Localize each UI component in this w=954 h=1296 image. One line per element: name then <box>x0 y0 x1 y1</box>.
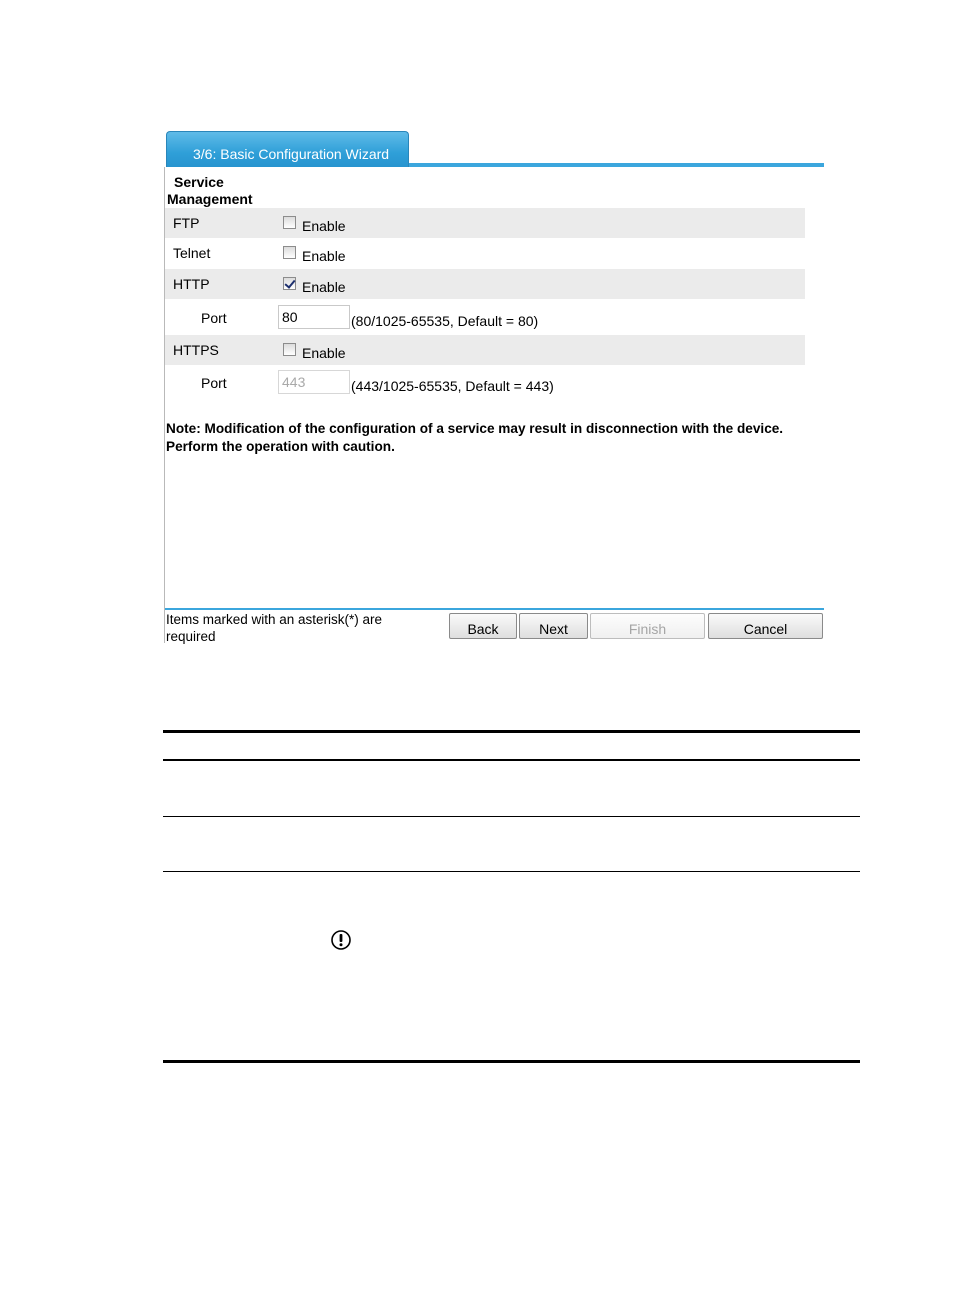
ftp-enable-checkbox[interactable] <box>283 216 296 229</box>
service-row-telnet <box>165 238 805 268</box>
service-label: FTP <box>173 215 200 231</box>
enable-label: Enable <box>302 345 346 361</box>
document-table <box>163 730 860 1064</box>
wizard-panel <box>164 131 824 643</box>
http-enable-checkbox[interactable] <box>283 277 296 290</box>
next-button[interactable]: Next <box>519 613 588 639</box>
https-port-hint: (443/1025-65535, Default = 443) <box>351 378 554 394</box>
https-port-input[interactable] <box>278 370 350 394</box>
finish-button[interactable]: Finish <box>590 613 705 639</box>
enable-label: Enable <box>302 248 346 264</box>
back-button[interactable]: Back <box>449 613 517 639</box>
https-port-row <box>165 365 805 399</box>
caution-note <box>166 420 806 456</box>
caution-note-line2: Perform the operation with caution. <box>166 439 395 454</box>
service-row-ftp <box>165 208 805 238</box>
telnet-enable-checkbox[interactable] <box>283 246 296 259</box>
http-port-row <box>165 300 805 334</box>
table-top-rule <box>163 730 860 733</box>
section-title-line1: Service <box>174 174 224 190</box>
wizard-tab[interactable]: 3/6: Basic Configuration Wizard <box>166 131 409 167</box>
http-port-input[interactable] <box>278 305 350 329</box>
section-title <box>167 174 277 208</box>
table-bottom-rule <box>163 1060 860 1063</box>
enable-label: Enable <box>302 279 346 295</box>
port-label: Port <box>201 375 227 391</box>
service-row-https <box>165 335 805 365</box>
cancel-button[interactable]: Cancel <box>708 613 823 639</box>
required-note: Items marked with an asterisk(*) are required <box>166 612 383 644</box>
table-row-rule <box>163 871 860 872</box>
service-label: HTTPS <box>173 342 219 358</box>
tab-underline <box>409 163 824 167</box>
warning-icon <box>330 929 352 951</box>
table-header-rule <box>163 759 860 761</box>
http-port-hint: (80/1025-65535, Default = 80) <box>351 313 539 329</box>
footer-divider <box>165 608 824 610</box>
caution-note-line1: Note: Modification of the configuration of a service may result in disconnection with the device. <box>166 421 784 436</box>
table-row-rule <box>163 816 860 817</box>
service-label: HTTP <box>173 276 210 292</box>
service-label: Telnet <box>173 245 211 261</box>
enable-label: Enable <box>302 218 346 234</box>
port-label: Port <box>201 310 227 326</box>
section-title-line2: Management <box>167 191 253 207</box>
https-enable-checkbox[interactable] <box>283 343 296 356</box>
service-row-http <box>165 269 805 299</box>
